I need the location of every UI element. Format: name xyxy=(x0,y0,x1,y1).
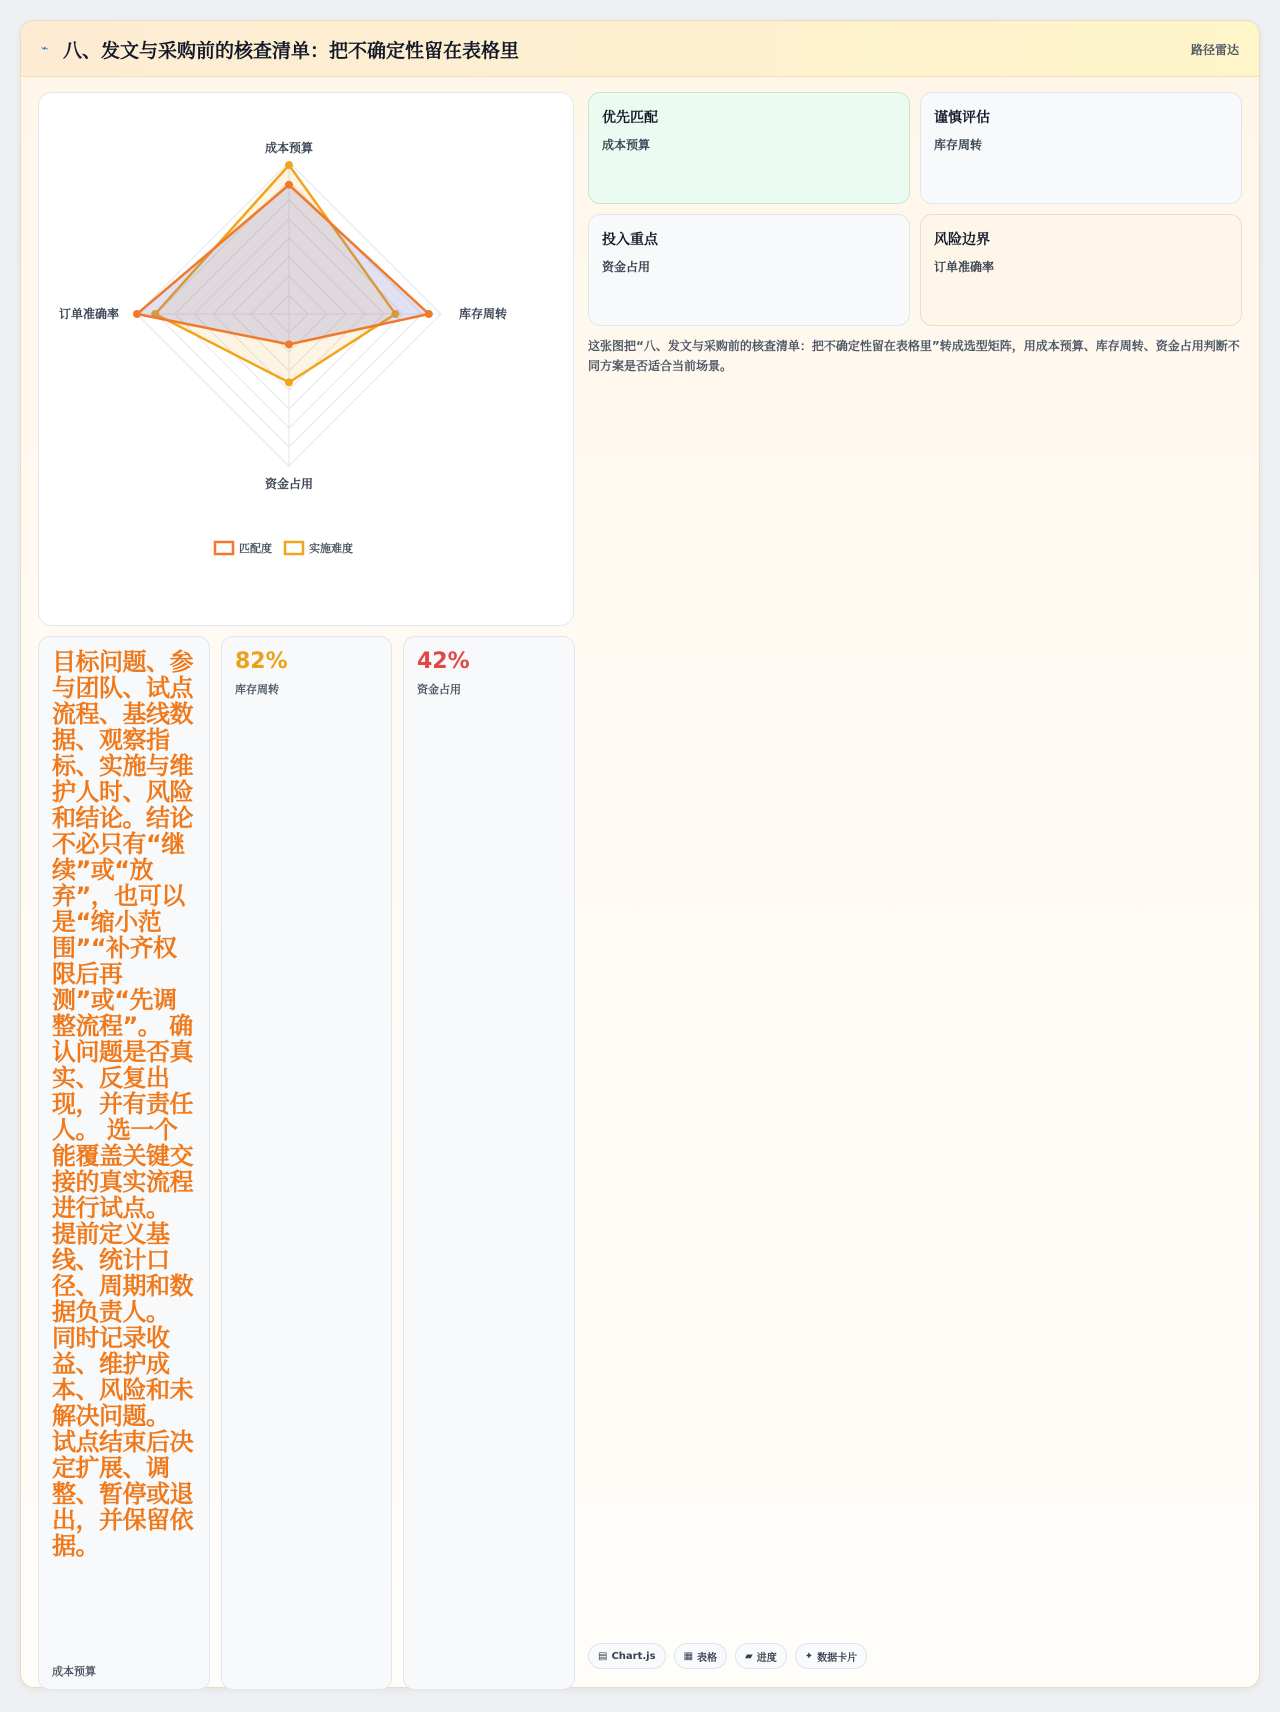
table-icon: ▦ xyxy=(683,1650,694,1662)
radar-data-point xyxy=(425,310,433,318)
stat-value: 42% xyxy=(417,649,470,674)
card-priority-match xyxy=(588,92,910,204)
header xyxy=(21,21,1259,77)
chip-progress[interactable] xyxy=(735,1643,787,1669)
stat-label: 资金占用 xyxy=(417,683,461,696)
chart-description: 这张图把“八、发文与采购前的核查清单：把不确定性留在表格里”转成选型矩阵，用成本预算、库存周转、资金占用判断不同方案是否适合当前场景。 xyxy=(588,339,1240,373)
chip-row xyxy=(588,1643,867,1669)
radar-series-area xyxy=(137,185,429,345)
radar-data-point xyxy=(285,378,293,386)
page-title: 八、发文与采购前的核查清单：把不确定性留在表格里 xyxy=(63,40,520,62)
progress-icon: ▰ xyxy=(745,1650,753,1662)
stat-value: 82% xyxy=(235,649,288,674)
chip-label: Chart.js xyxy=(611,1650,656,1662)
stat-card-capital xyxy=(403,636,575,1690)
legend-label: 实施难度 xyxy=(309,542,353,555)
chip-table[interactable] xyxy=(674,1643,727,1669)
lightning-icon: ⌁ xyxy=(41,41,49,55)
card-title: 谨慎评估 xyxy=(934,110,990,126)
card-subtitle: 订单准确率 xyxy=(934,260,995,274)
radar-data-point xyxy=(133,310,141,318)
radar-data-point xyxy=(285,161,293,169)
radar-chart-panel xyxy=(38,92,574,626)
chip-label: 表格 xyxy=(697,1652,718,1664)
stat-long-label: 成本预算 xyxy=(52,1665,96,1678)
stat-long-text: 目标问题、参与团队、试点流程、基线数据、观察指标、实施与维护人时、风险和结论。结论不必只有“继续”或“放弃”，也可以是“缩小范围”“补齐权限后再测”或“先调整流程”。 确认问题是否真实、反复出现，并有责任人。 选一个能覆盖关键交接的真实流程进行试点。 提前定义基线、统计口径、周期和数据负责人。 同时记录收益、维护成本、风险和未解决问题。 试点结束后决定扩展、调整、暂停或退出，并保留依据。 xyxy=(52,648,193,1560)
sparkle-icon: ✦ xyxy=(804,1650,814,1662)
radar-axis-label: 成本预算 xyxy=(264,141,314,155)
card-title: 优先匹配 xyxy=(602,110,658,126)
card-investment-focus xyxy=(588,214,910,326)
chip-data-card[interactable] xyxy=(795,1643,867,1669)
radar-axis-label: 资金占用 xyxy=(264,477,314,491)
chip-label: 数据卡片 xyxy=(817,1652,858,1664)
card-title: 投入重点 xyxy=(602,232,658,248)
card-risk-boundary xyxy=(920,214,1242,326)
card-careful-eval xyxy=(920,92,1242,204)
stat-card-long-text xyxy=(38,636,210,1690)
stat-label: 库存周转 xyxy=(235,683,279,696)
radar-axis-label: 订单准确率 xyxy=(58,307,119,321)
legend-swatch xyxy=(285,542,303,554)
header-tag: 路径雷达 xyxy=(1190,43,1239,57)
card-subtitle: 资金占用 xyxy=(602,260,651,274)
chip-chartjs[interactable] xyxy=(588,1643,666,1669)
radar-data-point xyxy=(285,181,293,189)
chart-icon: ▤ xyxy=(598,1650,608,1662)
radar-axis-label: 库存周转 xyxy=(459,307,508,321)
card-subtitle: 成本预算 xyxy=(602,138,651,152)
card-subtitle: 库存周转 xyxy=(934,138,983,152)
legend-label: 匹配度 xyxy=(239,542,272,555)
radar-chart xyxy=(39,93,575,627)
chip-label: 进度 xyxy=(756,1652,777,1664)
legend-swatch xyxy=(215,542,233,554)
card-title: 风险边界 xyxy=(934,232,990,248)
radar-data-point xyxy=(285,340,293,348)
stat-card-inventory xyxy=(221,636,392,1690)
